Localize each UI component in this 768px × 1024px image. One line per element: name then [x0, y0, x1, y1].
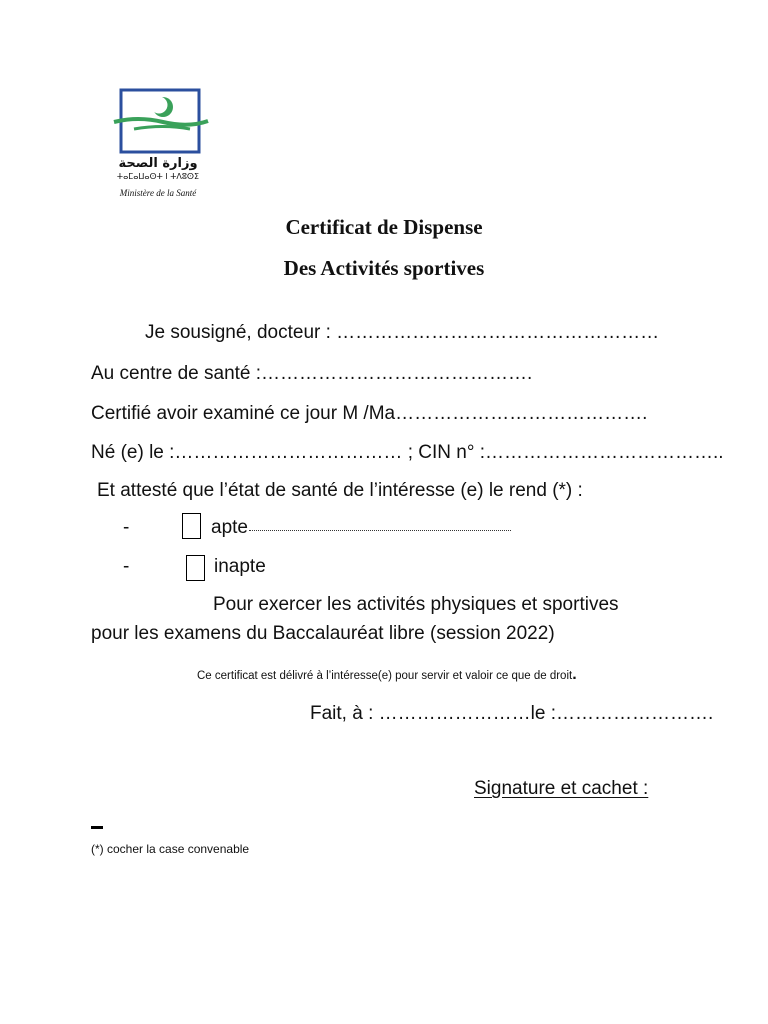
attestation-line: Et attesté que l’état de santé de l’intéresse (e) le rend (*) :: [97, 480, 583, 501]
place-date-line: Fait, à : ……………………le :…………………….: [310, 703, 714, 724]
document-title: Certificat de Dispense: [285, 215, 483, 239]
option-inapte-label: inapte: [214, 556, 266, 577]
examination-line: Certifié avoir examiné ce jour M /Ma………………………………….: [91, 403, 648, 424]
footnote: (*) cocher la case convenable: [91, 842, 250, 856]
ministry-name-tifinagh: ⵜⴰⵎⴰⵡⴰⵙⵜ ⵏ ⵜⴷⵓⵙⵉ: [116, 172, 200, 181]
ministry-logo: [108, 86, 212, 204]
delivery-note: [197, 666, 577, 684]
option-dash: -: [123, 556, 130, 577]
signature-label: Signature et cachet :: [474, 778, 649, 799]
purpose-line-1: Pour exercer les activités physiques et sportives: [213, 594, 619, 615]
delivery-note-period: .: [572, 666, 577, 683]
footnote-marker: [91, 826, 103, 829]
option-apte-label: [211, 517, 511, 539]
doctor-line: Je sousigné, docteur : ……………………………………………: [145, 322, 660, 343]
option-apte-text: apte: [211, 517, 248, 538]
option-dash: -: [123, 517, 130, 538]
delivery-note-text: Ce certificat est délivré à l’intéresse(e) pour servir et valoir ce que de droit: [197, 670, 573, 682]
ministry-name-arabic: وزارة الصحة: [118, 156, 198, 171]
ministry-emblem-icon: [108, 86, 212, 204]
health-center-line: Au centre de santé :…………………………………….: [91, 363, 533, 384]
ministry-name-french: Ministère de la Santé: [119, 188, 197, 198]
inapte-checkbox[interactable]: [186, 555, 205, 581]
document-subtitle: Des Activités sportives: [283, 256, 485, 280]
birth-cin-line: Né (e) le :……………………………… ; CIN n° :………………………………..: [91, 442, 724, 463]
apte-checkbox[interactable]: [182, 513, 201, 539]
purpose-line-2: pour les examens du Baccalauréat libre (session 2022): [91, 623, 555, 644]
apte-dotted-line: [249, 529, 511, 531]
